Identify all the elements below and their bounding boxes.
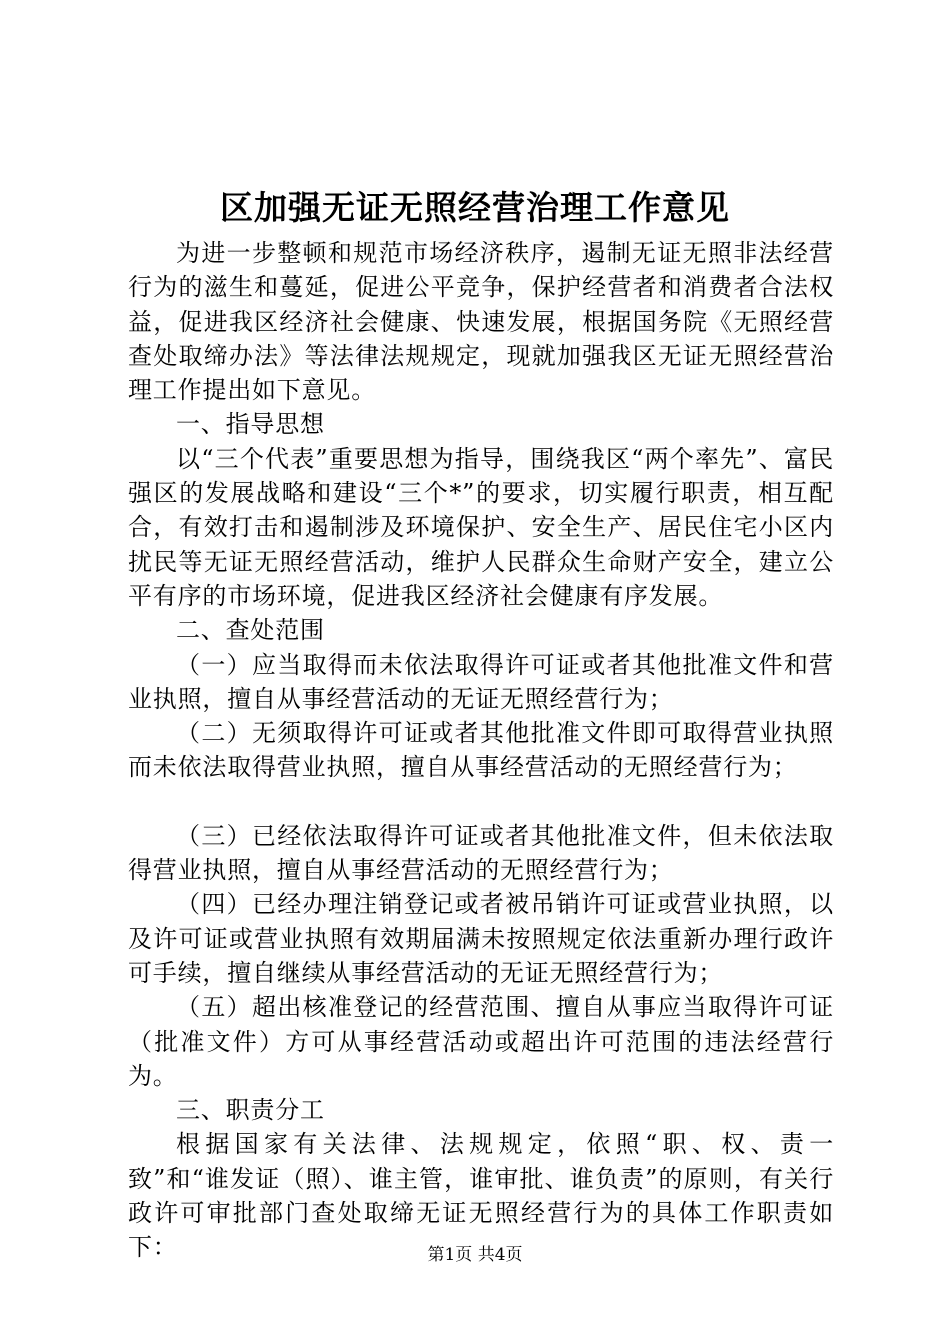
document-title: 区加强无证无照经营治理工作意见: [220, 188, 730, 227]
responsibilities-paragraph: 根据国家有关法律、法规规定，依照“职、权、责一致”和“谁发证（照）、谁主管，谁审批、谁负责”的原则，有关行政许可审批部门查处取缔无证无照经营行为的具体工作职责如下：: [128, 1130, 834, 1262]
scope-item-5: （五）超出核准登记的经营范围、擅自从事应当取得许可证（批准文件）方可从事经营活动或超出许可范围的违法经营行为。: [128, 993, 834, 1090]
blank-line: [128, 785, 834, 819]
guiding-thought-paragraph: 以“三个代表”重要思想为指导，围绕我区“两个率先”、富民强区的发展战略和建设“三个*”的要求，切实履行职责，相互配合，有效打击和遏制涉及环境保护、安全生产、居民住宅小区内扰民等无证无照经营活动，维护人民群众生命财产安全，建立公平有序的市场环境，促进我区经济社会健康有序发展。: [128, 444, 834, 610]
section-heading-guiding-thought: 一、指导思想: [176, 410, 325, 439]
section-heading-responsibilities: 三、职责分工: [176, 1096, 325, 1125]
intro-paragraph: 为进一步整顿和规范市场经济秩序，遏制无证无照非法经营行为的滋生和蔓延，促进公平竞争，保护经营者和消费者合法权益，促进我区经济社会健康、快速发展，根据国务院《无照经营查处取缔办法》等法律法规规定，现就加强我区无证无照经营治理工作提出如下意见。: [128, 239, 834, 405]
scope-item-2: （二）无须取得许可证或者其他批准文件即可取得营业执照而未依法取得营业执照，擅自从事经营活动的无照经营行为；: [128, 719, 834, 782]
scope-item-1: （一）应当取得而未依法取得许可证或者其他批准文件和营业执照，擅自从事经营活动的无证无照经营行为；: [128, 650, 834, 713]
scope-item-3: （三）已经依法取得许可证或者其他批准文件，但未依法取得营业执照，擅自从事经营活动的无照经营行为；: [128, 821, 834, 885]
page-number-footer: 第1页 共4页: [427, 1245, 523, 1265]
document-body: [128, 236, 834, 1265]
section-heading-scope: 二、查处范围: [176, 616, 325, 645]
scope-item-4: （四）已经办理注销登记或者被吊销许可证或营业执照，以及许可证或营业执照有效期届满未按照规定依法重新办理行政许可手续，擅自继续从事经营活动的无证无照经营行为；: [128, 890, 834, 987]
